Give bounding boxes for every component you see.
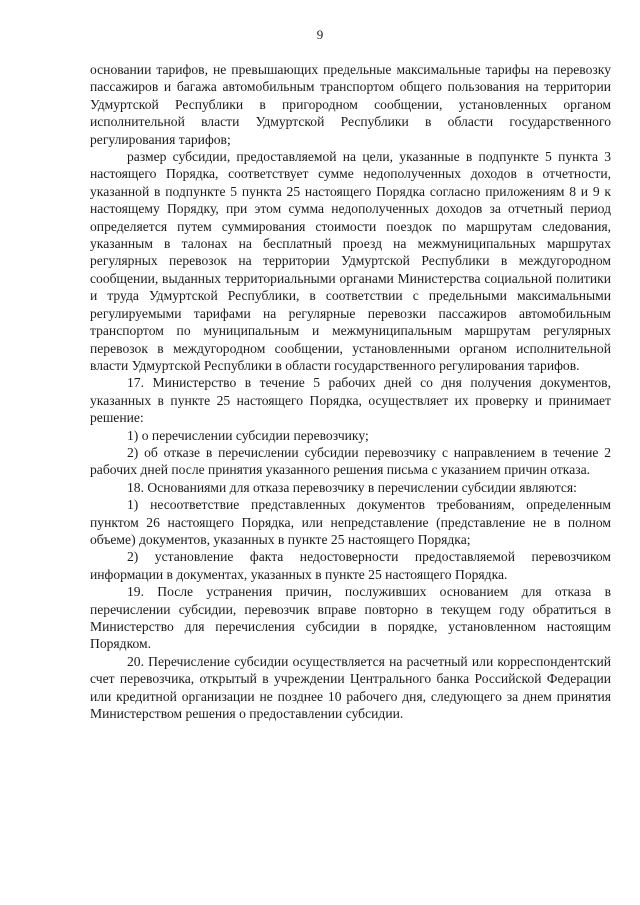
paragraph-continuation: основании тарифов, не превышающих предельные максимальные тарифы на перевозку пассажиров и багажа автомобильным транспортом общего пользования на территории Удмуртской Республики в пригородном сообщении, установленных органом исполнительной власти Удмуртской Республики в области государственного регулирования тарифов; — [90, 62, 611, 147]
page-number: 9 — [316, 27, 324, 42]
paragraph-item-20: 20. Перечисление субсидии осуществляется на расчетный или корреспондентский счет перевозчика, открытый в учреждении Центрального банка Российской Федерации или кредитной организации не позднее 10 рабочего дня, следующего за днем принятия Министерством решения о предоставлении субсидии. — [90, 653, 611, 722]
paragraph-item-18-1: 1) несоответствие представленных документов требованиям, определенным пунктом 26 настоящего Порядка, или непредставление (представление не в полном объеме) документов, указанных в пункте 25 настоящего Порядка; — [90, 497, 611, 547]
paragraph-item-19: 19. После устранения причин, послуживших основанием для отказа в перечислении субсидии, перевозчик вправе повторно в текущем году обратиться в Министерство для перечисления субсидии в порядке, установленном настоящим Порядком. — [90, 584, 611, 652]
paragraph-item-17: 17. Министерство в течение 5 рабочих дней со дня получения документов, указанных в пункте 25 настоящего Порядка, осуществляет их проверку и принимает решение: — [90, 375, 611, 426]
paragraph-item-18: 18. Основаниями для отказа перевозчику в перечислении субсидии являются: — [127, 479, 577, 495]
paragraph-item-17-2: 2) об отказе в перечислении субсидии перевозчику с направлением в течение 2 рабочих дней после принятия указанного решения письма с указанием причин отказа. — [90, 444, 611, 478]
paragraph-subsidy-amount: размер субсидии, предоставляемой на цели, указанные в подпункте 5 пункта 3 настоящего Порядка, соответствует сумме недополученных доходов в отчетности, указанной в подпункте 5 пункта 25 настоящего Порядка согласно приложениям 8 и 9 к настоящему Порядку, при этом сумма недополученных доходов за отчетный период определяется путем суммирования стоимости поездок по маршрутам следования, указанным в талонах на бесплатный проезд на межмуниципальных маршрутах регулярных перевозок на территории Удмуртской Республики в междугородном сообщении, выданных территориальными органами Министерства социальной политики и труда Удмуртской Республики, в соответствии с предельными максимальными регулируемыми тарифами на регулярные перевозки пассажиров автомобильным транспортом по муниципальным и межмуниципальным маршрутам регулярных перевозок в междугородном сообщении, установленными органом исполнительной власти Удмуртской Республики в области государственного регулирования тарифов. — [90, 149, 611, 373]
paragraph-item-18-2: 2) установление факта недостоверности предоставляемой перевозчиком информации в документах, указанных в пункте 25 настоящего Порядка. — [90, 549, 611, 582]
document-body — [90, 61, 611, 722]
paragraph-item-17-1: 1) о перечислении субсидии перевозчику; — [127, 427, 369, 443]
